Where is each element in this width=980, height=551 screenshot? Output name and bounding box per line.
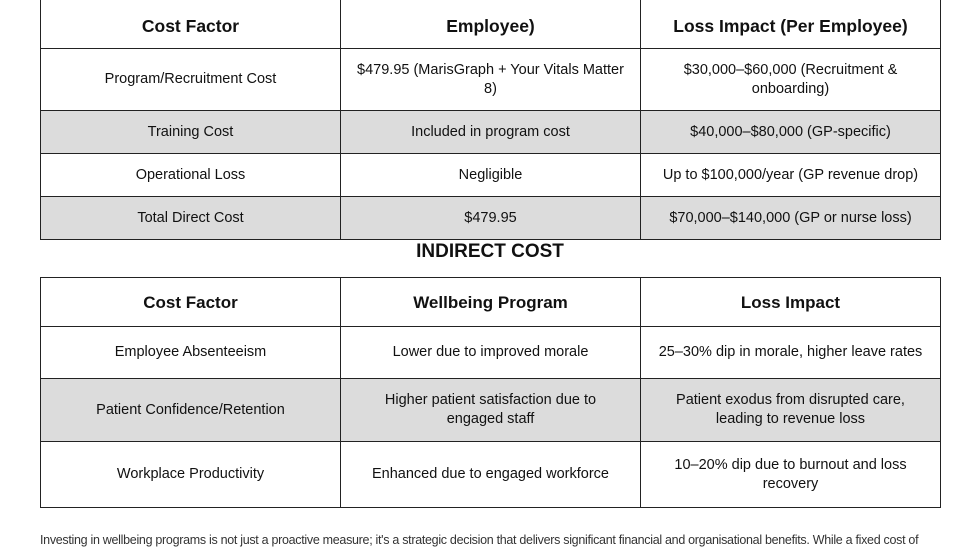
table-cell: Total Direct Cost bbox=[41, 197, 341, 240]
table-cell: Patient exodus from disrupted care, leading to revenue loss bbox=[641, 379, 941, 442]
table-cell: 25–30% dip in morale, higher leave rates bbox=[641, 327, 941, 379]
table-cell: $70,000–$140,000 (GP or nurse loss) bbox=[641, 197, 941, 240]
table-cell: Enhanced due to engaged workforce bbox=[341, 442, 641, 508]
table-row bbox=[41, 327, 941, 379]
table-cell: $40,000–$80,000 (GP-specific) bbox=[641, 111, 941, 154]
table-row bbox=[41, 154, 941, 197]
footer-paragraph: Investing in wellbeing programs is not just a proactive measure; it's a strategic decision that delivers significant financial and organisational benefits. While a fixed cost of bbox=[40, 533, 919, 547]
direct-header-row bbox=[41, 0, 941, 49]
table-cell: Workplace Productivity bbox=[41, 442, 341, 508]
table-cell: Negligible bbox=[341, 154, 641, 197]
table-cell: 10–20% dip due to burnout and loss recovery bbox=[641, 442, 941, 508]
direct-cost-table bbox=[40, 0, 941, 240]
table-row bbox=[41, 49, 941, 111]
table-row bbox=[41, 111, 941, 154]
table-cell: Up to $100,000/year (GP revenue drop) bbox=[641, 154, 941, 197]
direct-header-loss-impact: Loss Impact (Per Employee) bbox=[641, 0, 941, 49]
table-cell: Training Cost bbox=[41, 111, 341, 154]
indirect-header-row bbox=[41, 278, 941, 327]
table-cell: $479.95 (MarisGraph + Your Vitals Matter 8) bbox=[341, 49, 641, 111]
table-row bbox=[41, 442, 941, 508]
table-cell: $30,000–$60,000 (Recruitment & onboarding) bbox=[641, 49, 941, 111]
table-cell: Higher patient satisfaction due to engaged staff bbox=[341, 379, 641, 442]
table-cell: Program/Recruitment Cost bbox=[41, 49, 341, 111]
indirect-header-loss-impact: Loss Impact bbox=[641, 278, 941, 327]
table-cell: Employee Absenteeism bbox=[41, 327, 341, 379]
table-cell: $479.95 bbox=[341, 197, 641, 240]
table-cell: Included in program cost bbox=[341, 111, 641, 154]
table-cell: Patient Confidence/Retention bbox=[41, 379, 341, 442]
indirect-header-wellbeing-program: Wellbeing Program bbox=[341, 278, 641, 327]
indirect-cost-title: INDIRECT COST bbox=[416, 241, 564, 262]
indirect-cost-table bbox=[40, 277, 941, 508]
table-row bbox=[41, 197, 941, 240]
indirect-header-cost-factor: Cost Factor bbox=[41, 278, 341, 327]
direct-header-cost-factor: Cost Factor bbox=[41, 0, 341, 49]
table-cell: Lower due to improved morale bbox=[341, 327, 641, 379]
table-cell: Operational Loss bbox=[41, 154, 341, 197]
direct-header-program: Employee) bbox=[341, 0, 641, 49]
table-row bbox=[41, 379, 941, 442]
